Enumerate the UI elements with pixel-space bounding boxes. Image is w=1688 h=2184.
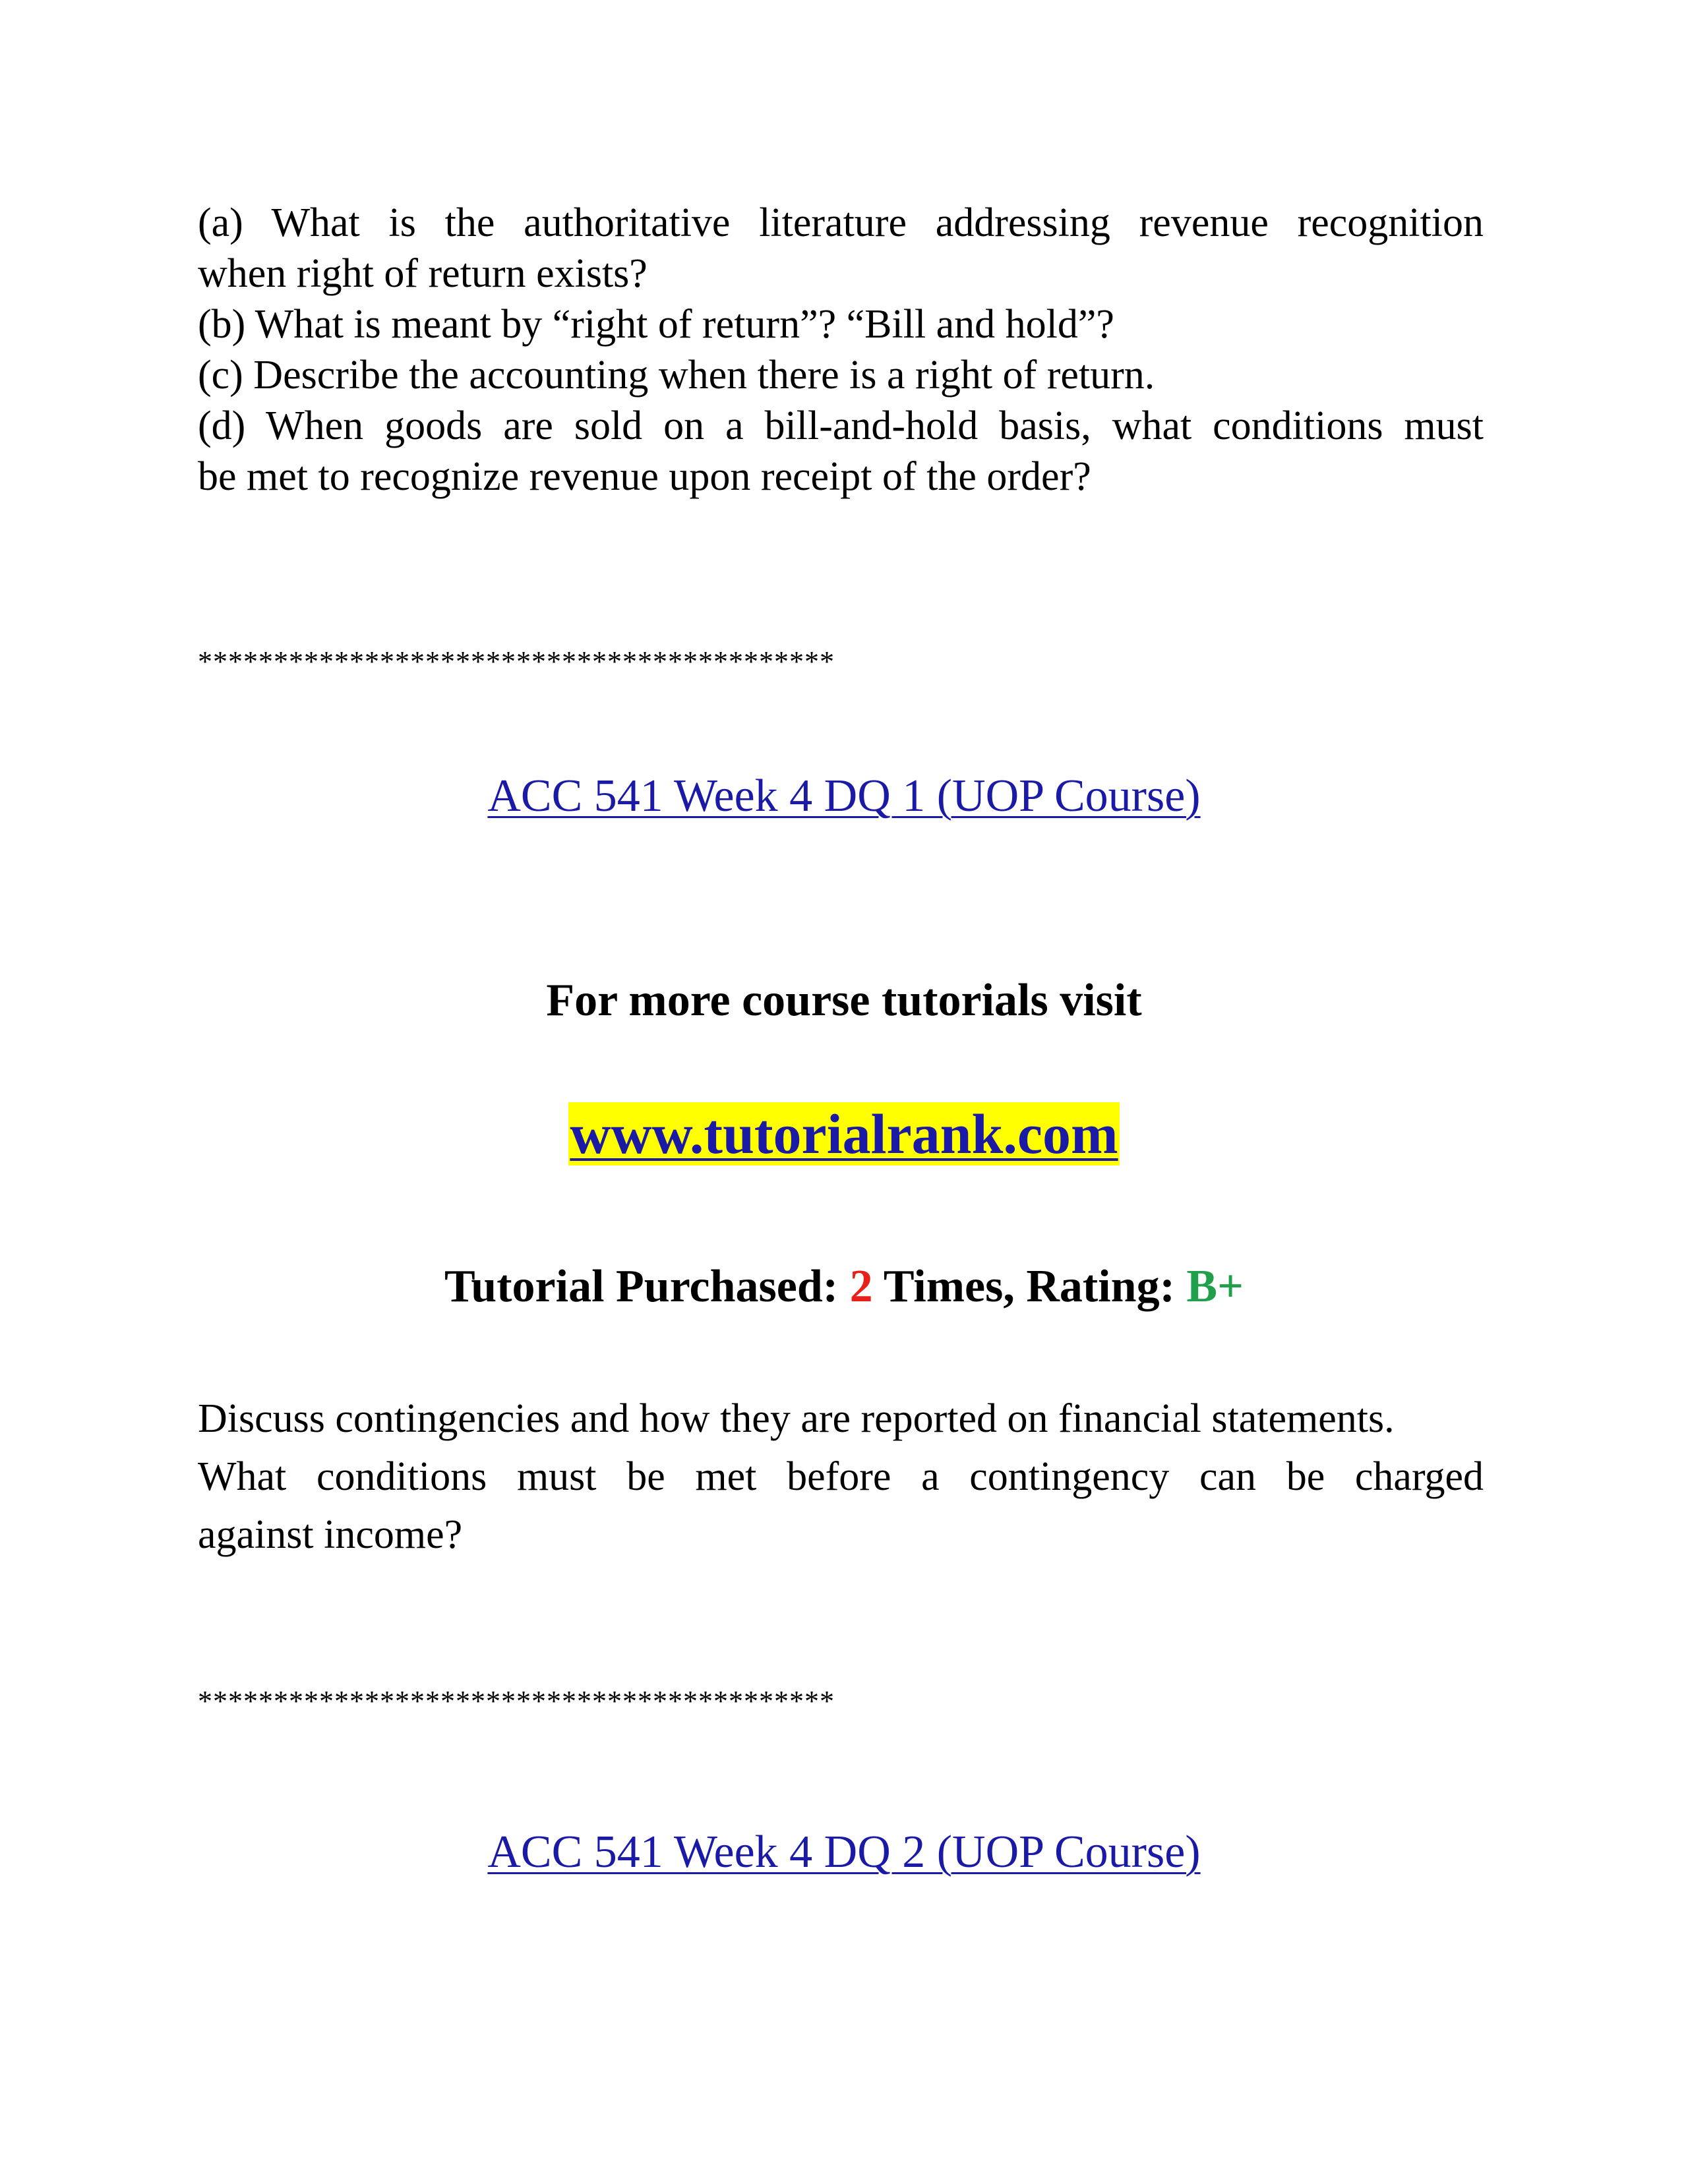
course-link-2-wrapper [0, 1826, 1688, 1879]
question-line: when right of return exists? [198, 251, 648, 296]
question-line: (b) What is meant by “right of return”? “Bill and hold”? [198, 302, 1114, 347]
times-rating-label: Times, Rating: [883, 1261, 1175, 1312]
separator-stars: ****************************************** [198, 1685, 835, 1717]
question-line: be met to recognize revenue upon receipt of the order? [198, 454, 1091, 499]
purchased-count: 2 [849, 1261, 873, 1312]
site-link-wrapper [0, 1101, 1688, 1167]
rating-value: B+ [1186, 1261, 1244, 1312]
purchase-info [0, 1260, 1688, 1313]
separator-stars: ****************************************** [198, 645, 835, 678]
course-link-dq2[interactable]: ACC 541 Week 4 DQ 2 (UOP Course) [487, 1827, 1201, 1877]
question-line: (c) Describe the accounting when there is a right of return. [198, 353, 1155, 398]
discussion-line: against income? [198, 1512, 463, 1557]
question-line: (d) When goods are sold on a bill-and-hold basis, what conditions must [198, 403, 1484, 448]
site-link[interactable]: www.tutorialrank.com [570, 1102, 1118, 1166]
discussion-line: Discuss contingencies and how they are reported on financial statements. [198, 1396, 1395, 1441]
question-line: (a) What is the authoritative literature addressing revenue recognition [198, 200, 1484, 245]
discussion-paragraph [198, 1390, 1484, 1564]
promo-heading: For more course tutorials visit [546, 975, 1142, 1026]
course-link-dq1[interactable]: ACC 541 Week 4 DQ 1 (UOP Course) [487, 771, 1201, 821]
discussion-line: What conditions must be met before a contingency can be charged [198, 1454, 1484, 1499]
purchased-label: Tutorial Purchased: [444, 1261, 839, 1312]
questions-paragraph [198, 198, 1484, 502]
course-link-1-wrapper [0, 770, 1688, 823]
